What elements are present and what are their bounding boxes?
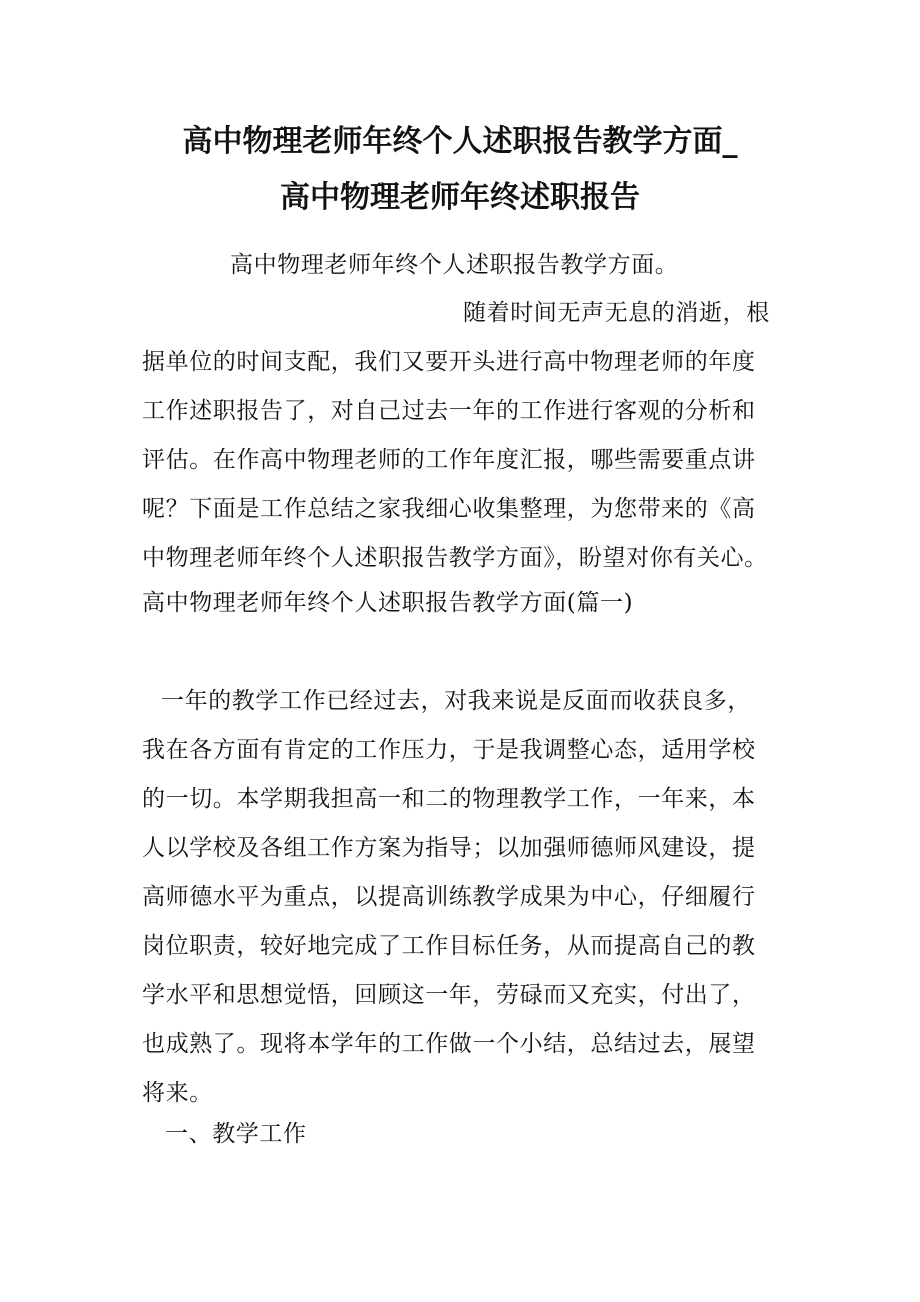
section-heading: 一、教学工作 (165, 1121, 307, 1147)
intro-line-2: 据单位的时间支配，我们又要开头进行高中物理老师的年度 (142, 349, 756, 375)
paragraph-line-9: 将来。 (142, 1080, 213, 1106)
document-subtitle: 高中物理老师年终个人述职报告教学方面。 (230, 252, 679, 278)
intro-line-3: 工作述职报告了，对自己过去一年的工作进行客观的分析和 (142, 398, 756, 424)
paragraph-line-1: 一年的教学工作已经过去，对我来说是反面而收获良多， (161, 688, 751, 714)
paragraph-line-4: 人以学校及各组工作方案为指导；以加强师德师风建设，提 (142, 835, 756, 861)
intro-line-1: 随着时间无声无息的消逝，根 (463, 300, 770, 326)
paragraph-line-6: 岗位职责，较好地完成了工作目标任务，从而提高自己的教 (142, 933, 756, 959)
intro-line-5: 呢？下面是工作总结之家我细心收集整理，为您带来的《高 (142, 496, 756, 522)
paragraph-line-3: 的一切。本学期我担高一和二的物理教学工作，一年来，本 (142, 786, 756, 812)
paragraph-line-2: 我在各方面有肯定的工作压力，于是我调整心态，适用学校 (142, 737, 756, 763)
article-part-heading: 高中物理老师年终个人述职报告教学方面(篇一) (142, 590, 634, 616)
intro-line-6: 中物理老师年终个人述职报告教学方面》，盼望对你有关心。 (142, 545, 768, 571)
paragraph-line-7: 学水平和思想觉悟，回顾这一年，劳碌而又充实，付出了， (142, 982, 756, 1008)
paragraph-line-8: 也成熟了。现将本学年的工作做一个小结，总结过去，展望 (142, 1031, 756, 1057)
intro-line-4: 评估。在作高中物理老师的工作年度汇报，哪些需要重点讲 (142, 447, 756, 473)
paragraph-line-5: 高师德水平为重点，以提高训练教学成果为中心，仔细履行 (142, 884, 756, 910)
document-title-line-2: 高中物理老师年终述职报告 (280, 180, 640, 215)
document-title-line-1: 高中物理老师年终个人述职报告教学方面_ (182, 124, 738, 159)
